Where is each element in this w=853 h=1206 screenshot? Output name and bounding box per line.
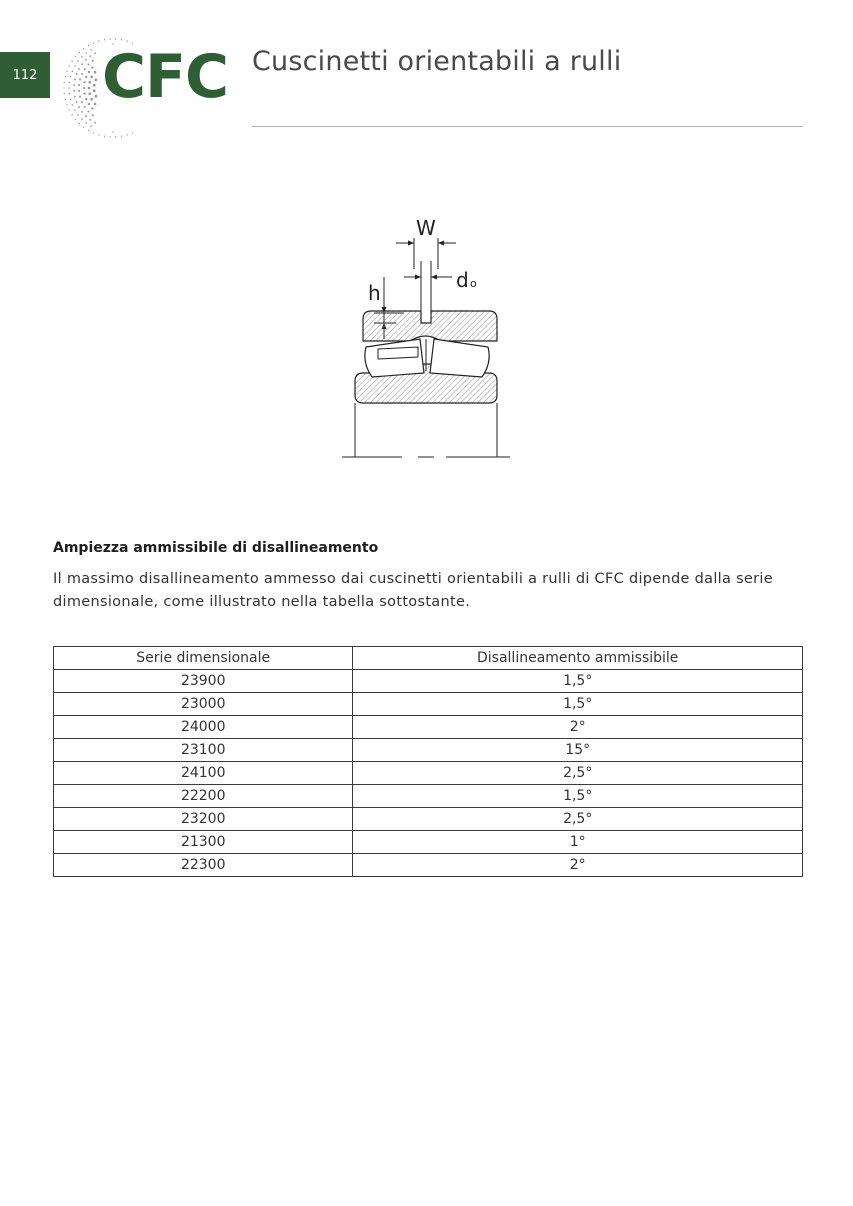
misalignment-cell: 1°: [353, 831, 803, 854]
table-row: [54, 762, 803, 785]
cfc-logo: [58, 36, 233, 140]
series-cell: 24100: [54, 762, 353, 785]
misalignment-cell: 1,5°: [353, 670, 803, 693]
page-number-tab: [0, 52, 50, 98]
series-cell: 23000: [54, 693, 353, 716]
page-number: 112: [12, 67, 38, 83]
series-cell: 23100: [54, 739, 353, 762]
section-paragraph: Il massimo disallineamento ammesso dai cuscinetti orientabili a rulli di CFC dipende dalla serie dimensionale, come illustrato nella tabella sottostante.: [53, 571, 773, 610]
misalignment-cell: 2,5°: [353, 808, 803, 831]
diagram-label-h: h: [368, 281, 381, 305]
diagram-label-w: W: [416, 216, 436, 240]
table-row: [54, 670, 803, 693]
misalignment-cell: 2°: [353, 716, 803, 739]
diagram-label-d: d: [456, 268, 469, 292]
page-title: Cuscinetti orientabili a rulli: [252, 46, 622, 77]
series-cell: 21300: [54, 831, 353, 854]
table-header-row: [54, 647, 803, 670]
table-row: [54, 808, 803, 831]
misalignment-cell: 15°: [353, 739, 803, 762]
logo-wordmark: CFC: [102, 42, 229, 112]
misalignment-cell: 1,5°: [353, 785, 803, 808]
diagram-label-d-subscript: o: [470, 277, 477, 290]
series-cell: 22200: [54, 785, 353, 808]
table-row: [54, 831, 803, 854]
bearing-cross-section-diagram: [330, 205, 530, 475]
table-row: [54, 693, 803, 716]
table-row: [54, 785, 803, 808]
series-cell: 24000: [54, 716, 353, 739]
misalignment-table: [53, 646, 803, 877]
table-row: [54, 854, 803, 877]
series-cell: 23200: [54, 808, 353, 831]
series-cell: 23900: [54, 670, 353, 693]
column-header-misalignment: Disallineamento ammissibile: [353, 647, 803, 670]
misalignment-cell: 2,5°: [353, 762, 803, 785]
table-row: [54, 739, 803, 762]
misalignment-cell: 2°: [353, 854, 803, 877]
misalignment-cell: 1,5°: [353, 693, 803, 716]
series-cell: 22300: [54, 854, 353, 877]
column-header-series: Serie dimensionale: [54, 647, 353, 670]
section-heading: Ampiezza ammissibile di disallineamento: [53, 540, 379, 556]
header-divider: [252, 126, 803, 127]
table-row: [54, 716, 803, 739]
